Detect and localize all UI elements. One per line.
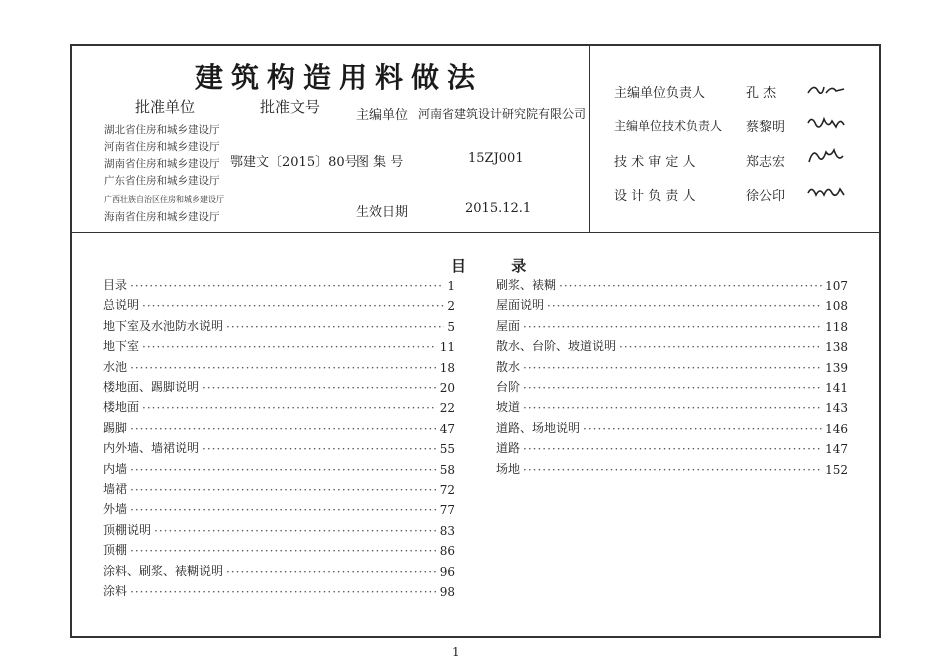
- toc-entry-page: 138: [825, 340, 848, 355]
- toc-leader-dots: [130, 279, 444, 293]
- toc-entry: [103, 581, 455, 599]
- toc-entry-page: 107: [825, 279, 848, 293]
- toc-entry: [103, 520, 455, 538]
- toc-entry-title: 散水、台阶、坡道说明: [496, 339, 617, 354]
- toc-leader-dots: [559, 279, 822, 293]
- toc-entry-title: 顶棚: [103, 543, 128, 558]
- toc-leader-dots: [523, 442, 822, 456]
- responsible-role-1: 主编单位负责人: [614, 86, 706, 101]
- responsible-role-4: 设 计 负 责 人: [614, 189, 696, 204]
- toc-leader-dots: [202, 442, 437, 456]
- responsible-name-1: 孔 杰: [746, 86, 777, 101]
- approval-unit-label: 批准单位: [135, 98, 196, 116]
- toc-entry-page: 108: [825, 299, 848, 314]
- toc-entry-title: 台阶: [496, 380, 521, 394]
- approval-unit-3: 湖南省住房和城乡建设厅: [104, 158, 220, 170]
- toc-entry-page: 139: [825, 360, 848, 375]
- responsible-role-3: 技 术 审 定 人: [614, 155, 696, 170]
- toc-entry-title: 道路、场地说明: [496, 420, 581, 435]
- toc-entry-page: 55: [439, 442, 455, 457]
- effective-date-label: 生效日期: [356, 205, 409, 220]
- approval-doc-label: 批准文号: [260, 98, 321, 116]
- atlas-number-value: 15ZJ001: [468, 151, 524, 166]
- toc-entry: [103, 295, 455, 313]
- toc-entry: [103, 316, 455, 334]
- toc-entry: [496, 459, 848, 477]
- toc-entry: [103, 397, 455, 415]
- toc-entry-title: 外墙: [103, 502, 128, 517]
- editor-unit-label: 主编单位: [356, 108, 409, 123]
- toc-entry-page: 1: [447, 279, 455, 293]
- toc-entry: [496, 438, 848, 456]
- toc-entry-page: 5: [447, 319, 455, 334]
- approval-unit-1: 湖北省住房和城乡建设厅: [104, 124, 220, 136]
- toc-entry-title: 墙裙: [103, 482, 128, 496]
- approval-unit-4: 广东省住房和城乡建设厅: [104, 175, 220, 187]
- toc-entry: [103, 561, 455, 579]
- toc-entry-page: 77: [439, 503, 455, 518]
- toc-entry-page: 141: [825, 381, 848, 395]
- toc-leader-dots: [226, 565, 437, 579]
- toc-leader-dots: [523, 401, 822, 415]
- toc-entry: [496, 275, 848, 293]
- toc-entry: [496, 418, 848, 436]
- toc-entry: [103, 357, 455, 375]
- toc-entry-title: 坡道: [496, 400, 521, 415]
- toc-entry: [496, 336, 848, 354]
- responsible-name-2: 蔡黎明: [746, 120, 786, 135]
- responsible-role-2: 主编单位技术负责人: [614, 119, 723, 133]
- toc-leader-dots: [130, 483, 437, 497]
- toc-entry-title: 道路: [496, 441, 521, 456]
- toc-entry-title: 内外墙、墙裙说明: [103, 441, 200, 456]
- toc-leader-dots: [130, 361, 437, 375]
- toc-leader-dots: [226, 320, 444, 334]
- toc-entry-page: 11: [439, 340, 455, 355]
- toc-leader-dots: [130, 463, 437, 477]
- toc-entry: [103, 499, 455, 517]
- atlas-number-label: 图 集 号: [356, 155, 404, 170]
- effective-date-value: 2015.12.1: [465, 201, 532, 216]
- header-divider-vertical: [589, 44, 590, 233]
- toc-entry-page: 152: [825, 462, 848, 477]
- toc-leader-dots: [130, 585, 437, 599]
- toc-entry: [103, 336, 455, 354]
- toc-entry-title: 涂料: [103, 584, 128, 598]
- document-title: 建筑构造用料做法: [195, 61, 484, 94]
- responsible-name-3: 郑志宏: [746, 155, 786, 170]
- editor-unit-value: 河南省建筑设计研究院有限公司: [418, 107, 587, 121]
- toc-entry-page: 83: [439, 523, 455, 538]
- signature-2: [806, 113, 846, 133]
- toc-entry: [103, 275, 455, 293]
- toc-entry: [496, 377, 848, 395]
- toc-entry-page: 22: [439, 401, 455, 416]
- toc-entry: [103, 540, 455, 558]
- toc-leader-dots: [547, 299, 822, 313]
- toc-entry-title: 顶棚说明: [103, 522, 152, 537]
- toc-entry-title: 场地: [496, 461, 521, 476]
- toc-entry: [496, 397, 848, 415]
- toc-entry-page: 18: [439, 360, 455, 375]
- toc-entry: [496, 357, 848, 375]
- toc-leader-dots: [523, 361, 822, 375]
- toc-leader-dots: [130, 544, 437, 558]
- toc-entry-page: 72: [439, 483, 455, 497]
- toc-entry-title: 屋面: [496, 318, 521, 333]
- toc-entry: [103, 418, 455, 436]
- toc-entry-title: 地下室: [103, 339, 140, 354]
- approval-unit-2: 河南省住房和城乡建设厅: [104, 141, 220, 153]
- toc-leader-dots: [142, 340, 437, 354]
- toc-leader-dots: [523, 463, 822, 477]
- toc-entry-page: 20: [439, 381, 455, 395]
- toc-leader-dots: [583, 422, 822, 436]
- toc-entry-title: 楼地面: [103, 400, 140, 415]
- toc-entry-page: 143: [825, 401, 848, 416]
- toc-entry-title: 刷浆、裱糊: [496, 278, 557, 292]
- toc-entry-page: 86: [439, 544, 455, 559]
- toc-entry-page: 146: [825, 421, 848, 436]
- toc-entry-title: 内墙: [103, 461, 128, 476]
- toc-leader-dots: [142, 401, 437, 415]
- toc-entry-title: 散水: [496, 359, 521, 374]
- toc-entry-title: 目录: [103, 278, 128, 292]
- toc-entry-page: 58: [439, 462, 455, 477]
- toc-entry-title: 屋面说明: [496, 298, 545, 313]
- toc-entry: [103, 438, 455, 456]
- approval-unit-6: 海南省住房和城乡建设厅: [104, 211, 220, 223]
- toc-leader-dots: [154, 524, 437, 538]
- toc-entry-page: 47: [439, 421, 455, 436]
- toc-entry: [496, 295, 848, 313]
- toc-entry: [103, 377, 455, 395]
- signature-3: [806, 146, 846, 166]
- page-number: 1: [452, 645, 460, 659]
- toc-entry-title: 总说明: [103, 298, 140, 313]
- approval-unit-5: 广西壮族自治区住房和城乡建设厅: [104, 195, 224, 204]
- toc-leader-dots: [130, 503, 437, 517]
- toc-entry-title: 踢脚: [103, 420, 128, 435]
- toc-entry-title: 楼地面、踢脚说明: [103, 380, 200, 394]
- toc-entry-page: 147: [825, 442, 848, 457]
- toc-title: 目 录: [451, 257, 547, 275]
- toc-entry: [103, 459, 455, 477]
- toc-entry-title: 地下室及水池防水说明: [103, 318, 224, 333]
- toc-leader-dots: [130, 422, 437, 436]
- toc-entry: [496, 316, 848, 334]
- toc-entry-page: 2: [447, 299, 455, 314]
- toc-entry-page: 118: [825, 319, 848, 334]
- signature-1: [806, 79, 846, 99]
- toc-entry: [103, 479, 455, 497]
- responsible-name-4: 徐公印: [746, 189, 786, 204]
- toc-leader-dots: [523, 381, 822, 395]
- signature-4: [806, 181, 846, 201]
- toc-leader-dots: [202, 381, 437, 395]
- toc-leader-dots: [619, 340, 822, 354]
- approval-doc-number: 鄂建文〔2015〕80号: [230, 155, 358, 170]
- toc-entry-page: 96: [439, 564, 455, 579]
- header-divider-horizontal: [70, 232, 881, 233]
- toc-entry-title: 水池: [103, 359, 128, 374]
- toc-entry-page: 98: [439, 585, 455, 599]
- toc-leader-dots: [142, 299, 444, 313]
- toc-leader-dots: [523, 320, 822, 334]
- toc-entry-title: 涂料、刷浆、裱糊说明: [103, 563, 224, 578]
